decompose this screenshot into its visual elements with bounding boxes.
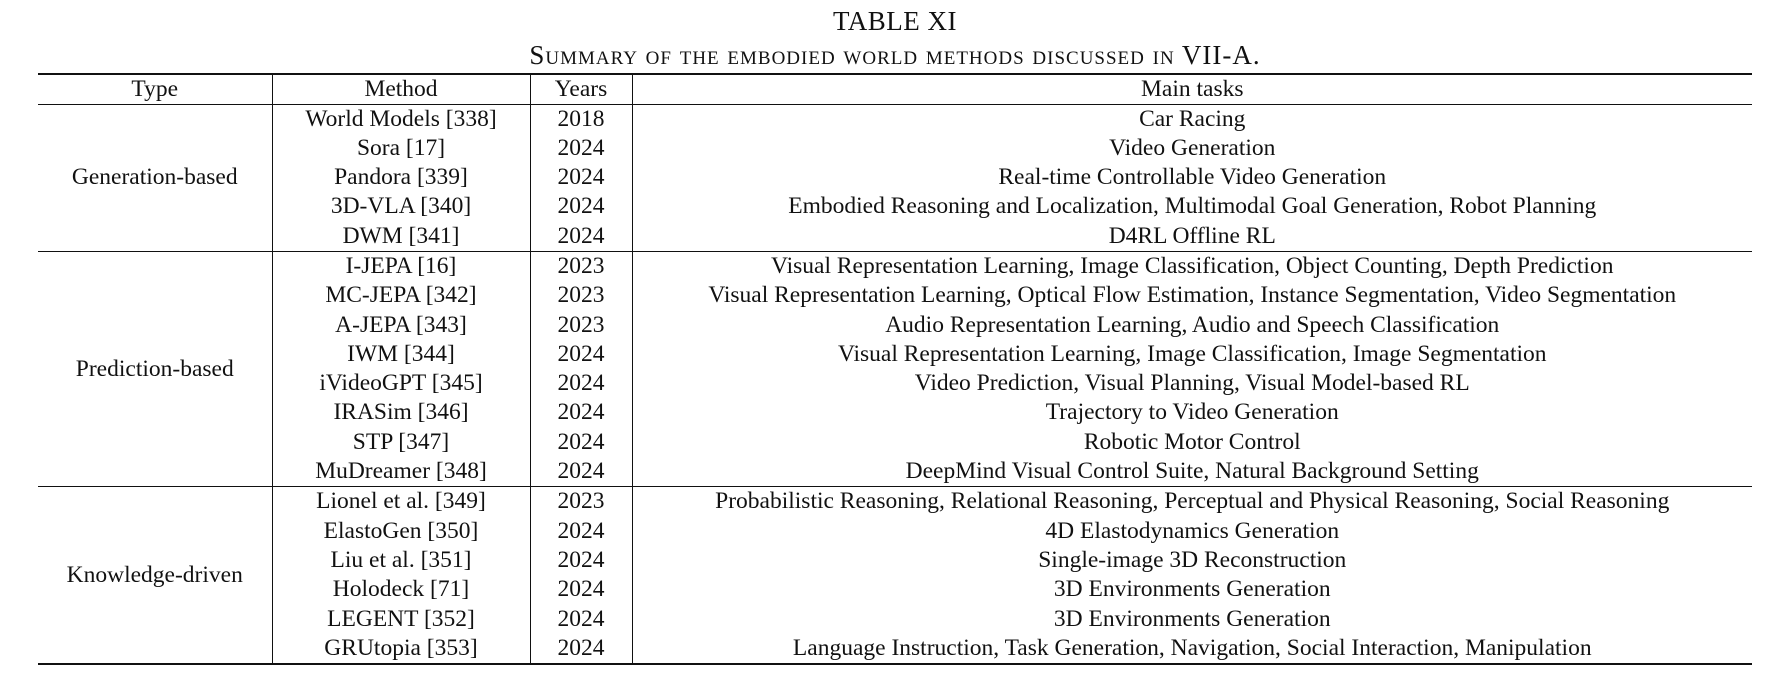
tasks-cell: Probabilistic Reasoning, Relational Reasoning, Perceptual and Physical Reasoning, Social Reasoning: [632, 487, 1752, 517]
tasks-cell: Car Racing: [632, 104, 1752, 134]
years-cell: 2024: [530, 340, 632, 369]
method-cell: iVideoGPT [345]: [272, 369, 530, 398]
tasks-cell: Robotic Motor Control: [632, 428, 1752, 457]
table-row: [38, 428, 1752, 457]
method-cell: IWM [344]: [272, 340, 530, 369]
method-cell: 3D-VLA [340]: [272, 192, 530, 221]
tasks-cell: 4D Elastodynamics Generation: [632, 517, 1752, 546]
header-main-tasks: Main tasks: [632, 74, 1752, 104]
header-type: Type: [38, 74, 272, 104]
method-cell: Pandora [339]: [272, 163, 530, 192]
years-cell: 2024: [530, 428, 632, 457]
tasks-cell: 3D Environments Generation: [632, 575, 1752, 604]
years-cell: 2024: [530, 369, 632, 398]
table-caption: Summary of the embodied world methods discussed in VII-A.: [529, 40, 1261, 70]
table-row: [38, 634, 1752, 664]
group-knowledge-driven: [38, 487, 1752, 664]
group-generation-based: [38, 104, 1752, 251]
table-row: [38, 222, 1752, 252]
table-header: [38, 74, 1752, 104]
tasks-cell: Embodied Reasoning and Localization, Multimodal Goal Generation, Robot Planning: [632, 192, 1752, 221]
type-cell: Knowledge-driven: [38, 487, 272, 664]
group-prediction-based: [38, 251, 1752, 486]
method-cell: STP [347]: [272, 428, 530, 457]
table-row: [38, 251, 1752, 281]
method-cell: A-JEPA [343]: [272, 311, 530, 340]
method-cell: Lionel et al. [349]: [272, 487, 530, 517]
tasks-cell: Language Instruction, Task Generation, Navigation, Social Interaction, Manipulation: [632, 634, 1752, 664]
years-cell: 2024: [530, 222, 632, 252]
table-row: [38, 487, 1752, 517]
method-cell: Sora [17]: [272, 134, 530, 163]
tasks-cell: Audio Representation Learning, Audio and Speech Classification: [632, 311, 1752, 340]
table-row: [38, 457, 1752, 487]
years-cell: 2024: [530, 546, 632, 575]
years-cell: 2024: [530, 163, 632, 192]
tasks-cell: Visual Representation Learning, Optical Flow Estimation, Instance Segmentation, Video Segmentation: [632, 281, 1752, 310]
method-cell: Liu et al. [351]: [272, 546, 530, 575]
tasks-cell: 3D Environments Generation: [632, 605, 1752, 634]
method-cell: GRUtopia [353]: [272, 634, 530, 664]
header-row: [38, 74, 1752, 104]
tasks-cell: D4RL Offline RL: [632, 222, 1752, 252]
years-cell: 2024: [530, 634, 632, 664]
type-cell: Prediction-based: [38, 251, 272, 486]
table-row: [38, 369, 1752, 398]
table-row: [38, 605, 1752, 634]
years-cell: 2023: [530, 281, 632, 310]
years-cell: 2024: [530, 457, 632, 487]
years-cell: 2018: [530, 104, 632, 134]
type-cell: Generation-based: [38, 104, 272, 251]
tasks-cell: Video Generation: [632, 134, 1752, 163]
table-number: TABLE XI: [832, 6, 958, 36]
years-cell: 2024: [530, 134, 632, 163]
method-cell: MuDreamer [348]: [272, 457, 530, 487]
header-years: Years: [530, 74, 632, 104]
tasks-cell: Video Prediction, Visual Planning, Visual Model-based RL: [632, 369, 1752, 398]
method-cell: DWM [341]: [272, 222, 530, 252]
tasks-cell: Single-image 3D Reconstruction: [632, 546, 1752, 575]
table-row: [38, 546, 1752, 575]
years-cell: 2023: [530, 487, 632, 517]
method-cell: ElastoGen [350]: [272, 517, 530, 546]
table-row: [38, 192, 1752, 221]
table-row: [38, 104, 1752, 134]
method-cell: I-JEPA [16]: [272, 251, 530, 281]
table-row: [38, 311, 1752, 340]
method-cell: IRASim [346]: [272, 398, 530, 427]
method-cell: Holodeck [71]: [272, 575, 530, 604]
years-cell: 2024: [530, 398, 632, 427]
tasks-cell: Real-time Controllable Video Generation: [632, 163, 1752, 192]
tasks-cell: DeepMind Visual Control Suite, Natural Background Setting: [632, 457, 1752, 487]
years-cell: 2024: [530, 575, 632, 604]
years-cell: 2023: [530, 311, 632, 340]
table-row: [38, 575, 1752, 604]
years-cell: 2024: [530, 192, 632, 221]
header-method: Method: [272, 74, 530, 104]
table-row: [38, 134, 1752, 163]
table-row: [38, 281, 1752, 310]
table-row: [38, 398, 1752, 427]
years-cell: 2024: [530, 517, 632, 546]
years-cell: 2023: [530, 251, 632, 281]
tasks-cell: Visual Representation Learning, Image Classification, Image Segmentation: [632, 340, 1752, 369]
method-cell: LEGENT [352]: [272, 605, 530, 634]
table-row: [38, 517, 1752, 546]
years-cell: 2024: [530, 605, 632, 634]
method-cell: World Models [338]: [272, 104, 530, 134]
table-row: [38, 340, 1752, 369]
tasks-cell: Trajectory to Video Generation: [632, 398, 1752, 427]
method-cell: MC-JEPA [342]: [272, 281, 530, 310]
tasks-cell: Visual Representation Learning, Image Classification, Object Counting, Depth Prediction: [632, 251, 1752, 281]
table-row: [38, 163, 1752, 192]
methods-table: [38, 73, 1752, 665]
